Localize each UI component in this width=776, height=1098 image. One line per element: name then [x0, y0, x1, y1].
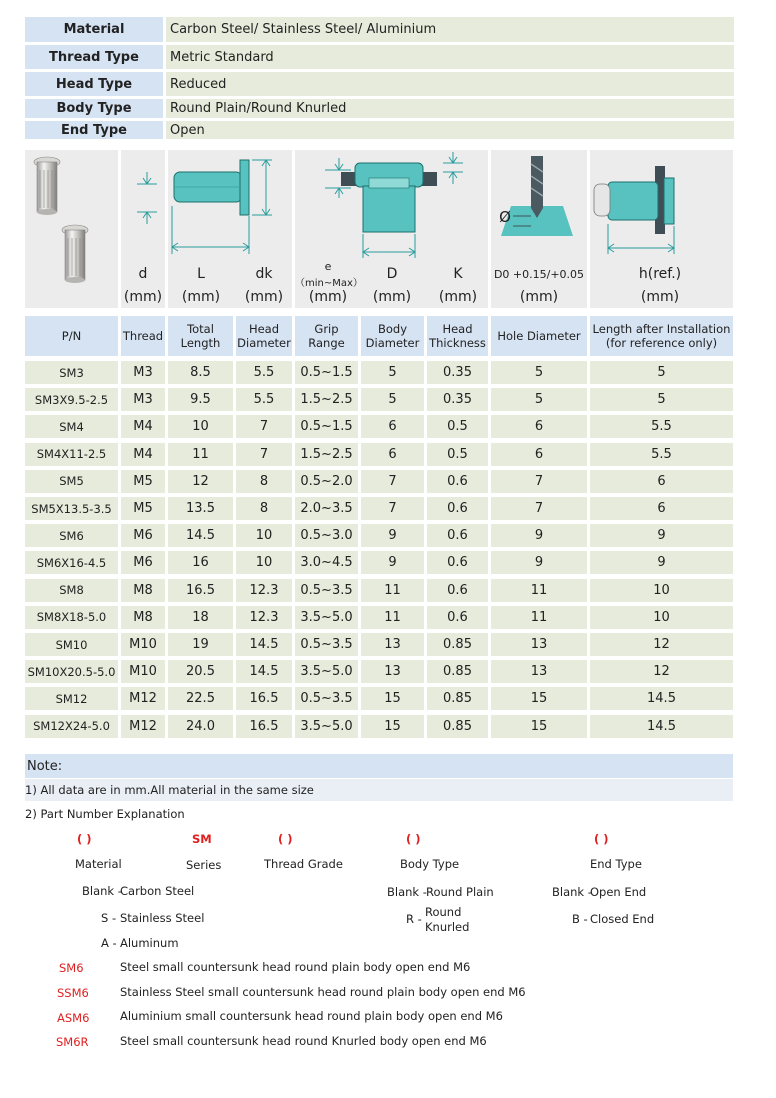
table-cell: M5: [121, 470, 165, 493]
table-cell: 0.6: [427, 579, 488, 602]
table-cell: 15: [491, 687, 587, 710]
table-cell: 0.5~3.5: [295, 579, 358, 602]
table-cell: 7: [236, 443, 292, 466]
table-cell: 7: [236, 415, 292, 438]
spec-value-thread-type: Metric Standard: [166, 45, 734, 69]
pn-group-body-type: Body Type: [400, 857, 460, 871]
table-cell: 24.0: [168, 715, 233, 738]
table-cell: 0.85: [427, 715, 488, 738]
table-cell: 13: [361, 660, 424, 683]
diagram-h: [590, 150, 733, 308]
table-cell: M10: [121, 633, 165, 656]
table-cell: 5.5: [236, 361, 292, 384]
table-cell: 12: [168, 470, 233, 493]
table-cell: 0.6: [427, 551, 488, 574]
example-code: SSM6: [57, 986, 89, 1000]
table-cell: 11: [491, 579, 587, 602]
spec-label-thread-type: Thread Type: [25, 45, 163, 69]
note-line-2: 2) Part Number Explanation: [25, 807, 185, 821]
dim-e-label: e: [324, 260, 332, 273]
table-cell: 5.5: [590, 443, 733, 466]
table-cell: 0.6: [427, 497, 488, 520]
table-cell: M12: [121, 687, 165, 710]
table-cell: 2.0~3.5: [295, 497, 358, 520]
dim-d0-unit: (mm): [519, 289, 559, 305]
dim-h-unit: (mm): [640, 289, 680, 305]
table-cell: 7: [361, 470, 424, 493]
table-cell: SM5: [25, 470, 118, 493]
table-cell: 14.5: [236, 660, 292, 683]
dim-e-unit: (mm): [308, 289, 348, 305]
table-cell: 5: [491, 361, 587, 384]
table-cell: SM3: [25, 361, 118, 384]
material-code: S -: [101, 911, 117, 925]
table-cell: 0.5~2.0: [295, 470, 358, 493]
table-cell: 0.5~3.5: [295, 687, 358, 710]
table-cell: 5: [491, 388, 587, 411]
diagram-l-dk: [168, 150, 292, 308]
table-cell: 0.85: [427, 687, 488, 710]
col-header-body-diameter: Body Diameter: [361, 316, 424, 356]
table-cell: 13: [361, 633, 424, 656]
table-cell: SM5X13.5-3.5: [25, 497, 118, 520]
table-cell: 0.35: [427, 388, 488, 411]
table-cell: 20.5: [168, 660, 233, 683]
col-header-length-after-install: Length after Installation (for reference only): [590, 316, 733, 356]
end-name: Open End: [590, 885, 647, 899]
table-cell: 5: [361, 388, 424, 411]
dim-e-range: （min~Max）: [295, 278, 363, 289]
table-cell: 11: [168, 443, 233, 466]
table-cell: SM8: [25, 579, 118, 602]
table-cell: 9: [491, 524, 587, 547]
table-cell: 3.0~4.5: [295, 551, 358, 574]
dim-h-label: h(ref.): [638, 266, 682, 282]
table-cell: 0.85: [427, 660, 488, 683]
spec-label-end-type: End Type: [25, 121, 163, 139]
spec-label-head-type: Head Type: [25, 72, 163, 96]
spec-label-body-type: Body Type: [25, 99, 163, 118]
dim-dk-unit: (mm): [244, 289, 284, 305]
table-cell: 6: [361, 415, 424, 438]
dim-l-unit: (mm): [181, 289, 221, 305]
table-cell: SM4: [25, 415, 118, 438]
pn-group-series: Series: [186, 858, 222, 872]
table-cell: 0.5~3.5: [295, 633, 358, 656]
example-desc: Aluminium small countersunk head round plain body open end M6: [120, 1009, 503, 1023]
table-cell: 14.5: [590, 715, 733, 738]
pn-group-end-type: End Type: [590, 857, 642, 871]
body-name: Round Plain: [426, 885, 494, 899]
rivet-nut-photo-icon: [25, 150, 118, 308]
dim-bd-unit: (mm): [372, 289, 412, 305]
col-header-head-diameter: Head Diameter: [236, 316, 292, 356]
table-cell: 8.5: [168, 361, 233, 384]
table-cell: M4: [121, 443, 165, 466]
table-cell: 12.3: [236, 606, 292, 629]
pn-slot-end-type: ( ): [594, 832, 609, 846]
dim-d-unit: (mm): [123, 289, 163, 305]
table-cell: 7: [491, 470, 587, 493]
col-header-pn: P/N: [25, 316, 118, 356]
col-header-hole-diameter: Hole Diameter: [491, 316, 587, 356]
example-code: SM6: [59, 961, 84, 975]
material-name: Stainless Steel: [120, 911, 205, 925]
body-code: Blank -: [387, 885, 427, 899]
dim-k-unit: (mm): [438, 289, 478, 305]
pn-series-code: SM: [192, 832, 212, 846]
table-cell: 0.6: [427, 524, 488, 547]
table-cell: 14.5: [236, 633, 292, 656]
spec-value-head-type: Reduced: [166, 72, 734, 96]
body-code: R -: [406, 912, 422, 926]
table-cell: SM6: [25, 524, 118, 547]
hole-drill-diagram-icon: [491, 150, 587, 308]
table-cell: 18: [168, 606, 233, 629]
notes-title: Note:: [25, 754, 733, 778]
table-cell: 0.5~3.0: [295, 524, 358, 547]
table-cell: M8: [121, 579, 165, 602]
table-cell: 7: [491, 497, 587, 520]
dim-k-label: K: [453, 266, 463, 282]
thread-diameter-diagram-icon: [121, 150, 165, 308]
table-cell: SM12X24-5.0: [25, 715, 118, 738]
table-cell: 12.3: [236, 579, 292, 602]
example-code: SM6R: [56, 1035, 89, 1049]
table-cell: SM6X16-4.5: [25, 551, 118, 574]
table-cell: 10: [590, 579, 733, 602]
table-cell: M4: [121, 415, 165, 438]
col-header-total-length: Total Length: [168, 316, 233, 356]
table-cell: 5: [590, 361, 733, 384]
table-cell: 12: [590, 660, 733, 683]
material-name: Carbon Steel: [120, 884, 195, 898]
table-cell: 0.35: [427, 361, 488, 384]
table-cell: 10: [590, 606, 733, 629]
table-cell: 10: [236, 551, 292, 574]
table-cell: 3.5~5.0: [295, 606, 358, 629]
material-code: A -: [101, 936, 117, 950]
spec-value-body-type: Round Plain/Round Knurled: [166, 99, 734, 118]
end-code: B -: [572, 912, 588, 926]
col-header-grip-range: Grip Range: [295, 316, 358, 356]
table-cell: 16.5: [168, 579, 233, 602]
material-code: Blank -: [82, 884, 122, 898]
dim-d0-label: D0 +0.15/+0.05: [493, 268, 585, 281]
table-cell: M5: [121, 497, 165, 520]
table-cell: 0.6: [427, 470, 488, 493]
example-desc: Steel small countersunk head round plain body open end M6: [120, 960, 471, 974]
hole-symbol: Ø: [499, 208, 511, 226]
table-cell: 15: [491, 715, 587, 738]
table-cell: 1.5~2.5: [295, 388, 358, 411]
table-cell: M3: [121, 361, 165, 384]
example-desc: Stainless Steel small countersunk head round plain body open end M6: [120, 985, 526, 999]
table-cell: 16: [168, 551, 233, 574]
table-cell: 13: [491, 633, 587, 656]
table-cell: M3: [121, 388, 165, 411]
table-cell: 22.5: [168, 687, 233, 710]
dim-bd-label: D: [386, 266, 398, 282]
table-cell: 0.5~1.5: [295, 415, 358, 438]
table-cell: 9: [361, 524, 424, 547]
pn-slot-body-type: ( ): [406, 832, 421, 846]
table-cell: 0.5: [427, 443, 488, 466]
table-cell: M8: [121, 606, 165, 629]
table-cell: 6: [491, 443, 587, 466]
spec-value-end-type: Open: [166, 121, 734, 139]
example-desc: Steel small countersunk head round Knurled body open end M6: [120, 1034, 487, 1048]
table-cell: 14.5: [168, 524, 233, 547]
table-cell: M6: [121, 551, 165, 574]
dim-d-label: d: [138, 266, 148, 282]
spec-value-material: Carbon Steel/ Stainless Steel/ Aluminium: [166, 17, 734, 42]
table-cell: 11: [361, 579, 424, 602]
dim-dk-label: dk: [255, 266, 273, 282]
table-cell: M10: [121, 660, 165, 683]
table-cell: 3.5~5.0: [295, 715, 358, 738]
table-cell: 6: [590, 497, 733, 520]
table-cell: 6: [590, 470, 733, 493]
pn-group-material: Material: [75, 857, 122, 871]
table-cell: 15: [361, 687, 424, 710]
table-cell: M12: [121, 715, 165, 738]
col-header-head-thickness: Head Thickness: [427, 316, 488, 356]
table-cell: 14.5: [590, 687, 733, 710]
diagram-e-d-k: [295, 150, 488, 308]
table-cell: 0.5: [427, 415, 488, 438]
table-cell: 6: [361, 443, 424, 466]
table-cell: 19: [168, 633, 233, 656]
table-cell: SM10: [25, 633, 118, 656]
table-cell: 13.5: [168, 497, 233, 520]
table-cell: 1.5~2.5: [295, 443, 358, 466]
end-name: Closed End: [590, 912, 655, 926]
table-cell: 11: [361, 606, 424, 629]
length-head-diagram-icon: [168, 150, 292, 308]
table-cell: 0.6: [427, 606, 488, 629]
pn-slot-material: ( ): [77, 832, 92, 846]
end-code: Blank -: [552, 885, 592, 899]
table-cell: 0.85: [427, 633, 488, 656]
table-cell: 6: [491, 415, 587, 438]
table-cell: 10: [236, 524, 292, 547]
installed-length-diagram-icon: [590, 150, 733, 308]
material-name: Aluminum: [120, 936, 179, 950]
table-cell: 5.5: [590, 415, 733, 438]
table-cell: 13: [491, 660, 587, 683]
pn-group-thread-grade: Thread Grade: [264, 857, 343, 871]
table-cell: 9: [590, 551, 733, 574]
dim-l-label: L: [197, 266, 205, 282]
example-code: ASM6: [57, 1011, 90, 1025]
table-cell: 8: [236, 497, 292, 520]
product-photo: [25, 150, 118, 308]
table-cell: 7: [361, 497, 424, 520]
body-name: Round Knurled: [425, 905, 470, 934]
pn-slot-thread-grade: ( ): [278, 832, 293, 846]
table-cell: 5.5: [236, 388, 292, 411]
table-cell: SM10X20.5-5.0: [25, 660, 118, 683]
table-cell: M6: [121, 524, 165, 547]
table-cell: 9: [491, 551, 587, 574]
table-cell: SM4X11-2.5: [25, 443, 118, 466]
table-cell: 9: [590, 524, 733, 547]
diagram-d: [121, 150, 165, 308]
table-cell: 3.5~5.0: [295, 660, 358, 683]
diagram-d0: [491, 150, 587, 308]
note-line-1: 1) All data are in mm.All material in the same size: [25, 779, 733, 801]
table-cell: 5: [590, 388, 733, 411]
table-cell: 0.5~1.5: [295, 361, 358, 384]
table-cell: 11: [491, 606, 587, 629]
col-header-thread: Thread: [121, 316, 165, 356]
table-cell: SM8X18-5.0: [25, 606, 118, 629]
table-cell: 12: [590, 633, 733, 656]
table-cell: 15: [361, 715, 424, 738]
table-cell: 5: [361, 361, 424, 384]
table-cell: 9.5: [168, 388, 233, 411]
table-cell: SM3X9.5-2.5: [25, 388, 118, 411]
spec-label-material: Material: [25, 17, 163, 42]
table-cell: 9: [361, 551, 424, 574]
table-cell: 16.5: [236, 715, 292, 738]
table-cell: SM12: [25, 687, 118, 710]
table-cell: 16.5: [236, 687, 292, 710]
table-cell: 8: [236, 470, 292, 493]
table-cell: 10: [168, 415, 233, 438]
